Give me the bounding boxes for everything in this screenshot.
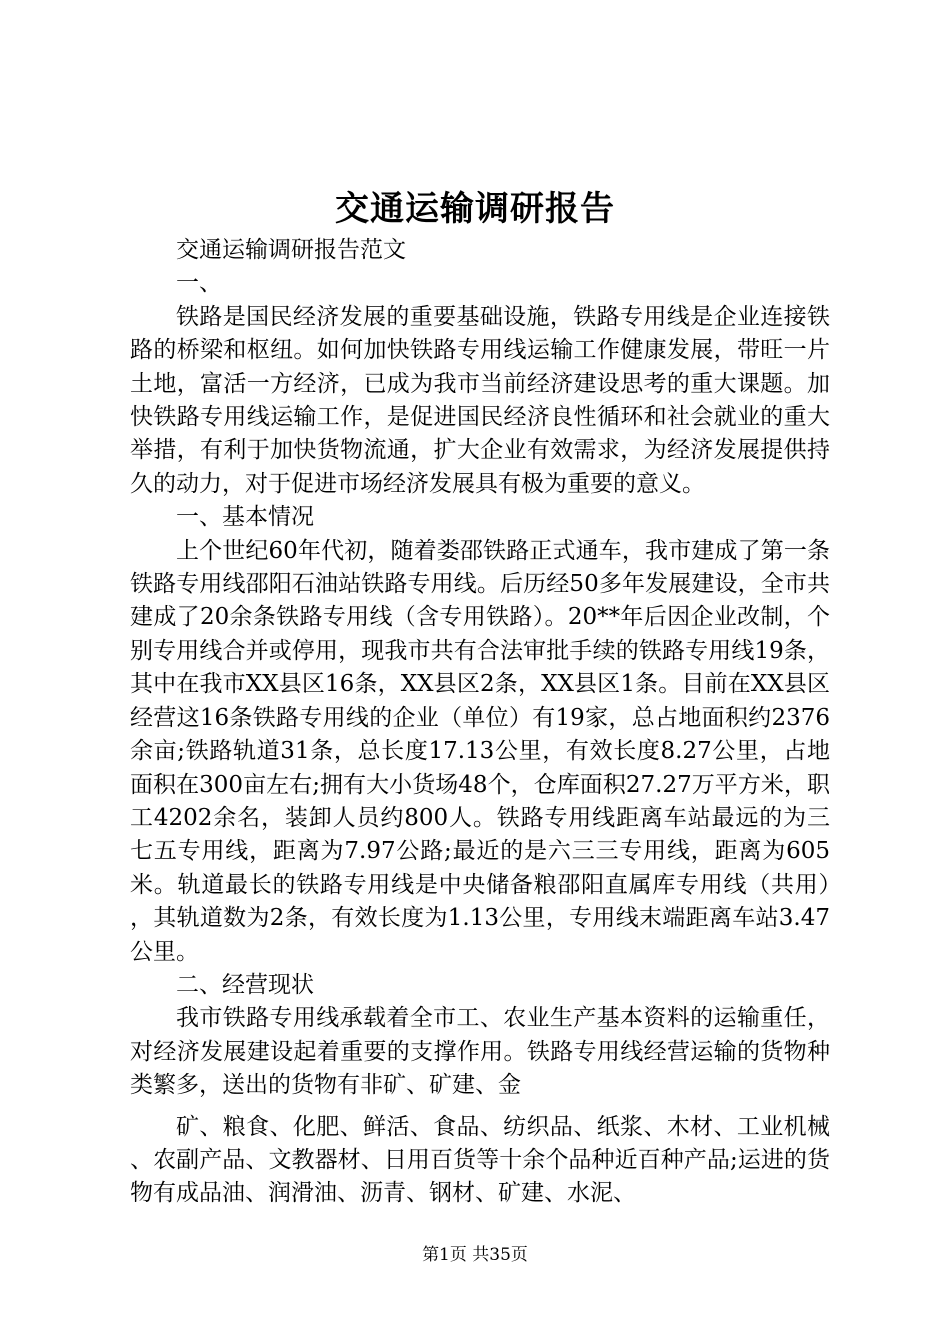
- document-body: [130, 234, 830, 1211]
- heading-operation-status: 二、经营现状: [176, 971, 314, 998]
- document-title: 交通运输调研报告: [335, 189, 615, 229]
- heading-basic-situation: 一、基本情况: [176, 504, 314, 531]
- paragraph-subtitle: 交通运输调研报告范文: [176, 237, 406, 263]
- paragraph-goods-list: 矿、粮食、化肥、鲜活、食品、纺织品、纸浆、木材、工业机械、农副产品、文教器材、日用百货等十余个品种近百种产品;运进的货物有成品油、润滑油、沥青、钢材、矿建、水泥、: [130, 1113, 830, 1207]
- page-number-footer: 第1页 共35页: [422, 1245, 528, 1265]
- paragraph-basic-situation: 上个世纪60年代初，随着娄邵铁路正式通车，我市建成了第一条铁路专用线邵阳石油站铁路专用线。后历经50多年发展建设，全市共建成了20余条铁路专用线（含专用铁路）。20**年后因企业改制，个别专用线合并或停用，现我市共有合法审批手续的铁路专用线19条，其中在我市XX县区16条，XX县区2条，XX县区1条。目前在XX县区经营这16条铁路专用线的企业（单位）有19家，总占地面积约2376余亩;铁路轨道31条，总长度17.13公里，有效长度8.27公里，占地面积在300亩左右;拥有大小货场48个，仓库面积27.27万平方米，职工4202余名，装卸人员约800人。铁路专用线距离车站最远的为三七五专用线，距离为7.97公路;最近的是六三三专用线，距离为605米。轨道最长的铁路专用线是中央储备粮邵阳直属库专用线（共用），其轨道数为2条，有效长度为1.13公里，专用线末端距离车站3.47公里。: [130, 537, 830, 965]
- paragraph-introduction: 铁路是国民经济发展的重要基础设施，铁路专用线是企业连接铁路的桥梁和枢纽。如何加快铁路专用线运输工作健康发展，带旺一片土地，富活一方经济，已成为我市当前经济建设思考的重大课题。加快铁路专用线运输工作，是促进国民经济良性循环和社会就业的重大举措，有利于加快货物流通，扩大企业有效需求，为经济发展提供持久的动力，对于促进市场经济发展具有极为重要的意义。: [130, 303, 830, 497]
- paragraph-section-marker: 一、: [176, 270, 222, 297]
- paragraph-operation-status: 我市铁路专用线承载着全市工、农业生产基本资料的运输重任，对经济发展建设起着重要的支撑作用。铁路专用线经营运输的货物种类繁多，送出的货物有非矿、矿建、金: [130, 1005, 830, 1099]
